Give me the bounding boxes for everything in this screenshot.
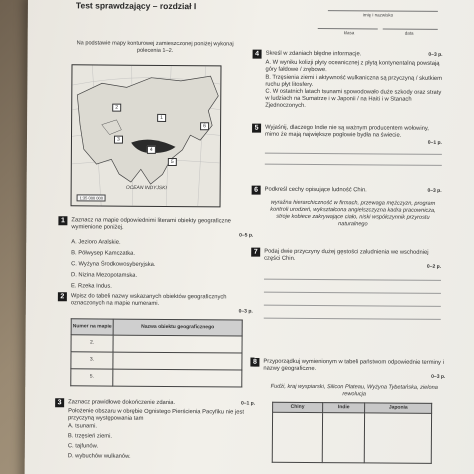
question-stem-text: Zaznacz prawidłowe dokończenie zdania. bbox=[68, 399, 176, 407]
question-number: 2 bbox=[58, 292, 67, 301]
question-1 bbox=[58, 216, 254, 292]
column-header-japan: Japonia bbox=[365, 402, 432, 412]
map-label-3: 3 bbox=[114, 136, 123, 144]
option-a[interactable]: A. Jezioro Aralskie. bbox=[71, 238, 121, 246]
column-header-name: Nazwa obiektu geograficznego bbox=[113, 319, 242, 336]
question-points: 0–3 p. bbox=[431, 374, 446, 381]
question-5 bbox=[252, 124, 442, 166]
row-number: 2. bbox=[71, 334, 113, 351]
question-stem: Podaj dwie przyczyny dużej gęstości zaludnienia we wschodniej części Chin. bbox=[264, 248, 429, 263]
question-number: 8 bbox=[250, 358, 259, 367]
answer-line[interactable] bbox=[264, 278, 441, 280]
page-title: Test sprawdzający – rozdział I bbox=[75, 0, 197, 12]
answer-line[interactable] bbox=[264, 317, 441, 319]
map-label-4: 4 bbox=[147, 146, 156, 154]
option-d[interactable]: D. wybuchów wulkanów. bbox=[67, 453, 131, 460]
row-number: 3. bbox=[71, 351, 113, 368]
option-c[interactable]: C. tajfunów. bbox=[67, 443, 99, 450]
question-points: 0–3 p. bbox=[428, 51, 443, 58]
question-4 bbox=[252, 50, 442, 112]
answer-line[interactable] bbox=[265, 152, 442, 154]
column-header-china: Chiny bbox=[273, 402, 323, 412]
terms-list: Fudżi, kraj wyspiarski, Silicon Plateau, Wyżyna Tybetańska, zielona rewolucja bbox=[270, 383, 438, 397]
option-a[interactable]: A. W wyniku kolizji płyty oceanicznej z płytą kontynentalną powstają góry fałdowe / zrębowe. bbox=[265, 59, 440, 74]
answer-cell-india[interactable] bbox=[322, 412, 365, 462]
class-line bbox=[318, 28, 378, 29]
row-number: 5. bbox=[71, 368, 113, 385]
answer-line[interactable] bbox=[264, 291, 441, 293]
question-6 bbox=[251, 186, 441, 230]
question-number: 3 bbox=[55, 398, 64, 407]
question-points: 0–2 p. bbox=[426, 264, 442, 271]
map-label-2: 2 bbox=[112, 104, 121, 112]
answer-cell[interactable] bbox=[113, 335, 242, 353]
question-sentence: Położenie obszaru w obrębie Ognistego Pierścienia Pacyfiku nie jest przyczyną występowania tam bbox=[68, 408, 245, 423]
contour-map bbox=[71, 64, 222, 207]
answer-cell-china[interactable] bbox=[272, 412, 322, 462]
map-label-6: 6 bbox=[200, 122, 209, 130]
class-label: klasa bbox=[343, 30, 355, 36]
date-label: data bbox=[404, 30, 414, 36]
answer-line[interactable] bbox=[264, 304, 441, 306]
answer-cell-japan[interactable] bbox=[365, 412, 432, 462]
question-number: 4 bbox=[253, 50, 262, 59]
question-number: 5 bbox=[252, 124, 261, 133]
question-stem bbox=[55, 399, 255, 408]
traits-list[interactable]: wyraźna hierarchiczność w firmach, przewaga mężczyzn, program kontroli urodzeń, wykształcona angielszczyzna kadra pracownicza, stroje kobiece zakrywające ciało, niski współczynnik przyrostu naturalnego bbox=[270, 199, 436, 228]
question-stem: Przyporządkuj wymienionym w tabeli państwom odpowiednie terminy i nazwy geograficzne. bbox=[263, 358, 444, 373]
question-stem bbox=[252, 187, 442, 196]
option-c[interactable]: C. Wyżyna Środkowosyberyjska. bbox=[71, 261, 156, 268]
question-points: 0–3 p. bbox=[427, 187, 442, 194]
test-sheet bbox=[25, 0, 474, 474]
question-2 bbox=[57, 292, 253, 387]
map-scale: 1:35 000 000 bbox=[77, 194, 106, 201]
option-c[interactable]: C. W ostatnich latach tsunami spowodowało duże szkody oraz straty w ludziach na Sumatrze i w Japonii / na Haiti i w Stanach Zjednoczonych. bbox=[265, 88, 442, 110]
ocean-label: OCEAN INDYJSKI bbox=[125, 185, 167, 192]
option-e[interactable]: E. Rzeka Indus. bbox=[70, 283, 112, 291]
date-line bbox=[383, 28, 438, 29]
question-number: 6 bbox=[252, 186, 261, 195]
question-number: 1 bbox=[58, 216, 67, 225]
question-points: 0–1 p. bbox=[240, 400, 256, 407]
name-label: imię i nazwisko bbox=[362, 12, 394, 18]
question-points: 0–1 p. bbox=[427, 140, 442, 147]
assignment-table bbox=[272, 401, 432, 463]
intro-text: Na podstawie mapy konturowej zamieszczonej poniżej wykonaj polecenia 1–2. bbox=[76, 40, 234, 55]
answer-line[interactable] bbox=[265, 163, 442, 165]
question-stem-text: Podkreśl cechy opisujące ludność Chin. bbox=[264, 186, 367, 194]
question-stem: Wpisz do tabeli nazwy wskazanych obiektów geograficznych oznaczonych na mapie numerami. bbox=[70, 293, 227, 308]
map-drawing bbox=[72, 65, 221, 206]
column-header-number: Numer na mapie bbox=[71, 318, 113, 334]
question-stem: Zaznacz na mapie odpowiednimi literami obiekty geograficzne wymienione poniżej. bbox=[71, 217, 231, 231]
question-8 bbox=[250, 358, 446, 464]
answer-cell[interactable] bbox=[113, 352, 242, 370]
question-points: 0–5 p. bbox=[239, 232, 254, 239]
question-points: 0–3 p. bbox=[238, 308, 253, 315]
question-stem bbox=[253, 51, 443, 60]
question-7 bbox=[251, 248, 441, 320]
option-b[interactable]: B. trzęsień ziemi. bbox=[67, 433, 113, 440]
answer-table bbox=[70, 318, 242, 387]
option-b[interactable]: B. Trzęsienia ziemi i aktywność wulkaniczna są przyczyną / skutkiem ruchu płyt litosfery. bbox=[265, 74, 442, 88]
question-stem-text: Skreśl w zdaniach błędne informacje. bbox=[265, 50, 362, 58]
question-number: 7 bbox=[251, 248, 260, 257]
question-stem: Wyjaśnij, dlaczego Indie nie są ważnym producentem wołowiny, mimo że mają największe pogłowie bydła na świecie. bbox=[265, 124, 429, 139]
question-3 bbox=[55, 398, 255, 462]
option-b[interactable]: B. Półwysep Kamczatka. bbox=[71, 250, 136, 257]
map-label-1: 1 bbox=[157, 114, 166, 122]
answer-cell[interactable] bbox=[113, 369, 242, 387]
column-header-india: Indie bbox=[322, 402, 365, 412]
option-d[interactable]: D. Nizina Mezopotamska. bbox=[71, 272, 138, 279]
option-a[interactable]: A. tsunami. bbox=[67, 422, 98, 430]
map-label-5: 5 bbox=[168, 158, 177, 166]
